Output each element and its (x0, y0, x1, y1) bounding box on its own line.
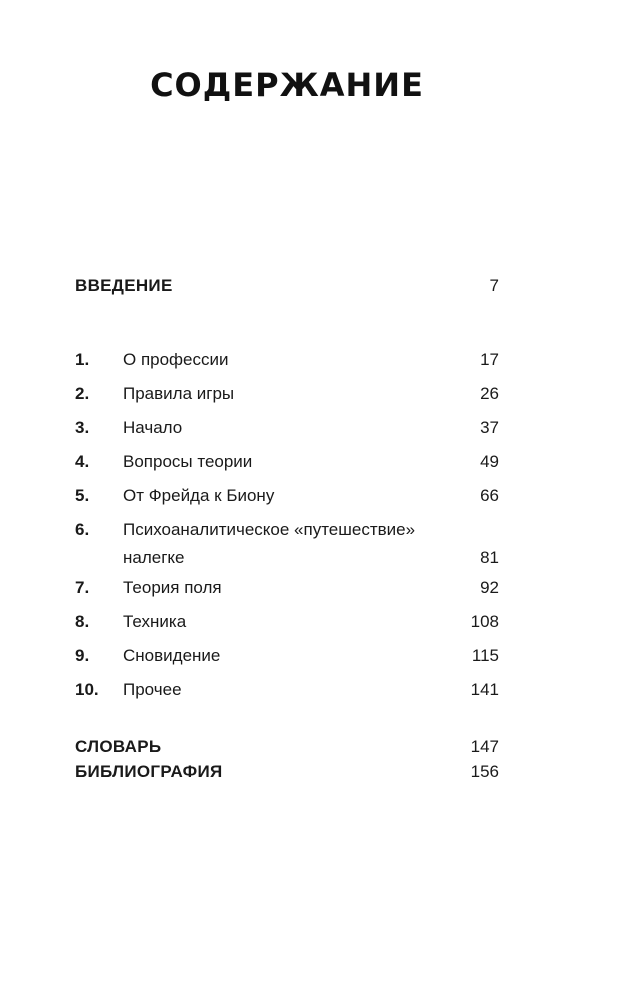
toc-entry-number: 4. (75, 452, 90, 471)
toc-entry-label: Сновидение (123, 646, 221, 665)
toc-entry-label: Правила игры (123, 384, 235, 403)
toc-entry-page: 115 (471, 646, 499, 665)
toc-entry-page: 147 (470, 737, 499, 756)
toc-entry-label: Техника (123, 612, 187, 631)
toc-entry-page: 156 (470, 762, 499, 781)
toc-entry-label: Прочее (123, 680, 182, 699)
toc-entry-number: 9. (75, 646, 90, 665)
toc-entry-number: 3. (75, 418, 90, 437)
toc-entry-page: 81 (480, 548, 499, 567)
toc-entry-chapter-6[interactable] (75, 518, 499, 574)
toc-entry-label: БИБЛИОГРАФИЯ (75, 762, 223, 781)
toc-entry-number: 10. (75, 680, 99, 699)
toc-entry-number: 5. (75, 486, 90, 505)
toc-entry-page: 7 (489, 276, 499, 295)
toc-entry-label-line-2: налегке (123, 548, 185, 567)
toc-entry-page: 49 (480, 452, 499, 471)
toc-entry-page: 92 (480, 578, 499, 597)
page-title: СОДЕРЖАНИЕ (150, 66, 424, 104)
toc-entry-number: 6. (75, 520, 90, 539)
toc-entry-page: 37 (480, 418, 499, 437)
toc-entry-number: 7. (75, 578, 90, 597)
toc-entry-number: 8. (75, 612, 90, 631)
toc-entry-page: 17 (480, 350, 499, 369)
toc-entry-number: 2. (75, 384, 90, 403)
toc-entry-label (123, 516, 453, 572)
toc-entry-number: 1. (75, 350, 90, 369)
toc-entry-page: 26 (480, 384, 499, 403)
toc-entry-label: Вопросы теории (123, 452, 253, 471)
toc-entry-label: О профессии (123, 350, 229, 369)
toc-entry-label: От Фрейда к Биону (123, 486, 275, 505)
toc-entry-label: Начало (123, 418, 183, 437)
toc-entry-label-line-1: Психоаналитическое «путешествие» (123, 520, 416, 539)
toc-entry-label: Теория поля (123, 578, 222, 597)
toc-entry-page: 66 (480, 486, 499, 505)
toc-entry-page: 108 (470, 612, 499, 631)
toc-entry-label: СЛОВАРЬ (75, 737, 162, 756)
toc-entry-label: ВВЕДЕНИЕ (75, 276, 173, 295)
toc-entry-page: 141 (470, 680, 499, 699)
